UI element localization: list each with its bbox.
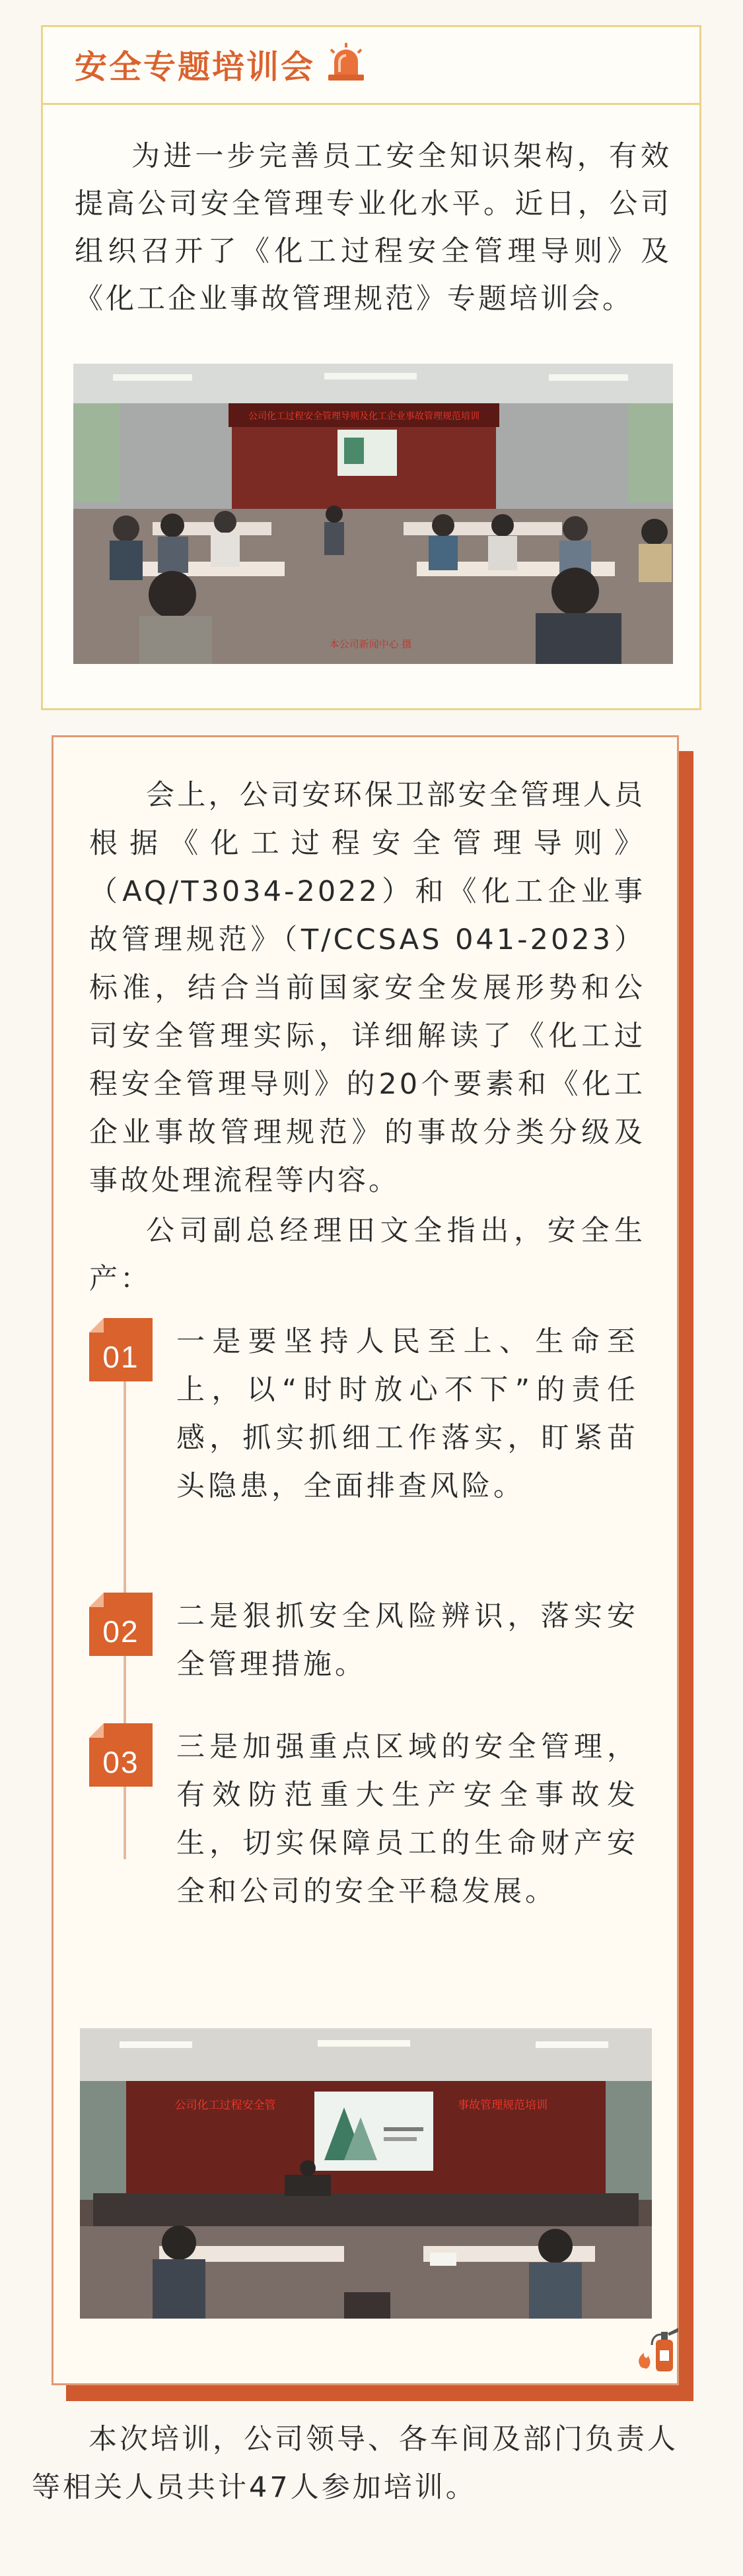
- meeting-room-illustration: [73, 364, 673, 664]
- training-photo-1: [73, 364, 673, 664]
- photo1-caption: 本公司新闻中心 摄: [329, 638, 412, 650]
- alarm-light-icon: [326, 42, 367, 83]
- photo1-banner: 公司化工过程安全管理导则及化工企业事故管理规范培训: [248, 411, 479, 422]
- item-badge-01: 01: [89, 1318, 153, 1381]
- photo2-banner-left: 公司化工过程安全管: [174, 2099, 276, 2112]
- title-bar: [43, 27, 699, 105]
- body-paragraph-1: 会上，公司安环保卫部安全管理人员根据《化工过程安全管理导则》（AQ/T3034-2022）和《化工企业事故管理规范》（T/CCSAS 041-2023）标准，结合当前国家安全发展形势和公司安全管理实际，详细解读了《化工过程安全管理导则》的20个要素和《化工企业事故管理规范》的事故分类分级及事故处理流程等内容。: [89, 779, 645, 1197]
- body-paragraph-2: 公司副总经理田文全指出，安全生产：: [89, 1214, 645, 1296]
- item-badge-03: 03: [89, 1723, 153, 1787]
- item-badge-02: 02: [89, 1593, 153, 1656]
- page-title: 安全专题培训会: [75, 48, 316, 86]
- training-photo-2: [80, 2028, 652, 2319]
- item-text-02: 二是狠抓安全风险辨识，落实安全管理措施。: [176, 1600, 639, 1681]
- item-text-03: 三是加强重点区域的安全管理，有效防范重大生产安全事故发生，切实保障员工的生命财产安全和公司的安全平稳发展。: [176, 1731, 639, 1908]
- fire-extinguisher-icon: [635, 2321, 681, 2374]
- photo2-banner-right: 事故管理规范培训: [458, 2099, 548, 2112]
- lecture-hall-illustration: [80, 2028, 652, 2319]
- content-card: [52, 735, 679, 2385]
- intro-card: [41, 25, 701, 710]
- intro-paragraph: 为进一步完善员工安全知识架构，有效提高公司安全管理专业化水平。近日，公司组织召开了《化工过程安全管理导则》及《化工企业事故管理规范》专题培训会。: [75, 140, 672, 315]
- item-text-01: 一是要坚持人民至上、生命至上，以“时时放心不下”的责任感，抓实抓细工作落实，盯紧苗头隐患，全面排查风险。: [176, 1325, 639, 1503]
- closing-paragraph: 本次培训，公司领导、各车间及部门负责人等相关人员共计47人参加培训。: [32, 2423, 678, 2504]
